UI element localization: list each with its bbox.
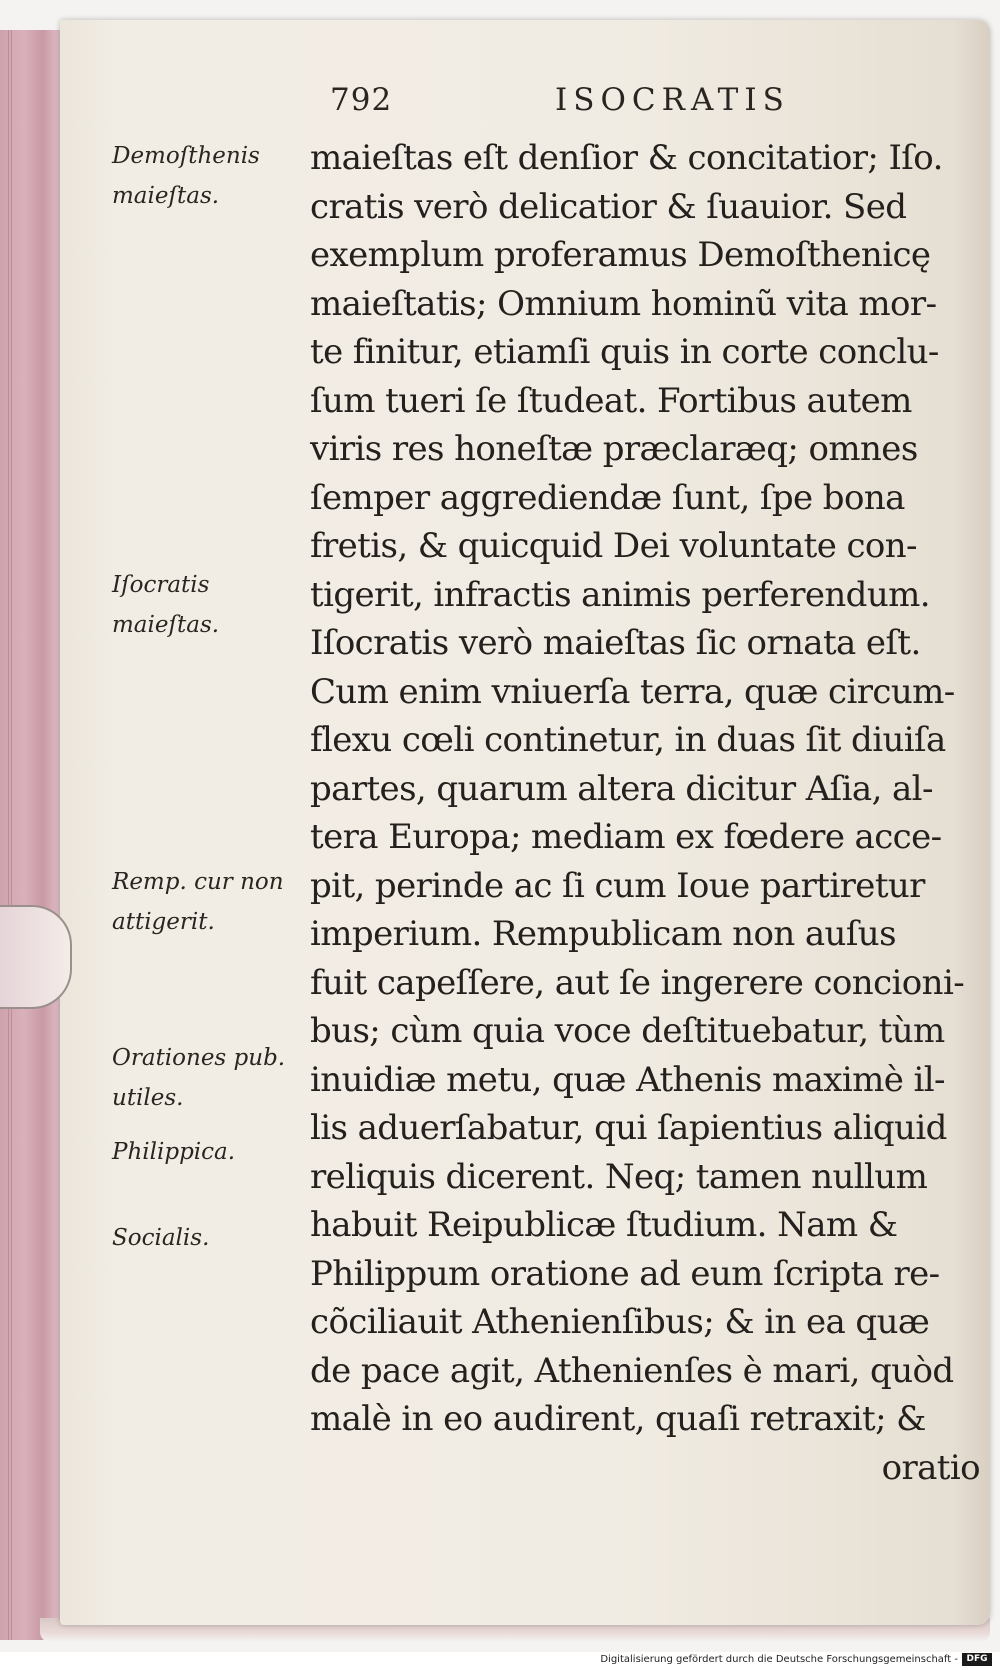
text-line: maieſtatis; Omnium hominũ vita mor-: [310, 283, 937, 324]
margin-note-isocratis: Iſocratis maieſtas.: [112, 572, 220, 638]
text-line: flexu cœli continetur, in duas ſit diuiſa: [310, 720, 946, 760]
text-line: maieſtas eſt denſior & concitatior; Iſo.: [310, 138, 943, 178]
body-text: [310, 134, 980, 1492]
book-clip: [0, 905, 72, 1009]
text-line: partes, quarum altera dicitur Aſia, al-: [310, 768, 933, 809]
catchword: oratio: [881, 1447, 980, 1488]
text-line: de pace agit, Athenienſes è mari, quòd: [310, 1350, 954, 1391]
text-line: reliquis dicerent. Neq; tamen nullum: [310, 1156, 928, 1197]
text-line: lis aduerſabatur, qui ſapientius aliquid: [310, 1108, 947, 1148]
text-line: cõciliauit Athenienſibus; & in ea quæ: [310, 1302, 930, 1342]
text-line: pit, perinde ac ſi cum Ioue partiretur: [310, 865, 925, 906]
text-line: cratis verò delicatior & ſuauior. Sed: [310, 186, 907, 227]
text-line: bus; cùm quia voce deſtituebatur, tùm: [310, 1011, 945, 1051]
footer-credit: Digitalisierung gefördert durch die Deutsche Forschungsgemeinschaft -: [600, 1654, 958, 1665]
text-line: ſum tueri ſe ſtudeat. Fortibus autem: [310, 380, 912, 421]
text-line: viris res honeſtæ præclaræq; omnes: [310, 429, 918, 469]
text-line: tera Europa; mediam ex fœdere acce-: [310, 817, 942, 857]
text-line: habuit Reipublicæ ſtudium. Nam &: [310, 1205, 898, 1245]
margin-note-orationes: Orationes pub. utiles.: [112, 1045, 286, 1111]
page-number: 792: [330, 82, 393, 118]
text-line: inuidiæ metu, quæ Athenis maximè il-: [310, 1059, 945, 1100]
text-line: fuit capeſſere, aut ſe ingerere concioni-: [310, 962, 965, 1003]
margin-note-remp: Remp. cur non attigerit.: [112, 869, 284, 935]
text-line: Philippum oratione ad eum ſcripta re-: [310, 1253, 940, 1294]
text-line: fretis, & quicquid Dei voluntate con-: [310, 526, 917, 566]
dfg-logo: DFG: [962, 1653, 992, 1666]
text-line: Cum enim vniuerſa terra, quæ circum-: [310, 671, 955, 712]
margin-note-philippica: Philippica.: [112, 1139, 236, 1165]
text-line: Iſocratis verò maieſtas ſic ornata eſt.: [310, 623, 921, 663]
text-line: exemplum proferamus Demoſthenicę: [310, 235, 931, 275]
text-line: te finitur, etiamſi quis in corte conclu-: [310, 332, 939, 372]
running-title: ISOCRATIS: [555, 82, 790, 118]
margin-note-demosthenis: Demoſthenis maieſtas.: [112, 143, 260, 209]
text-line: imperium. Rempublicam non auſus: [310, 914, 896, 954]
margin-note-socialis: Socialis.: [112, 1225, 210, 1251]
text-line: ſemper aggrediendæ ſunt, ſpe bona: [310, 477, 905, 518]
text-line: tigerit, infractis animis perferendum.: [310, 574, 930, 615]
text-line: malè in eo audirent, quaſi retraxit; &: [310, 1399, 926, 1439]
running-head: [330, 82, 810, 122]
